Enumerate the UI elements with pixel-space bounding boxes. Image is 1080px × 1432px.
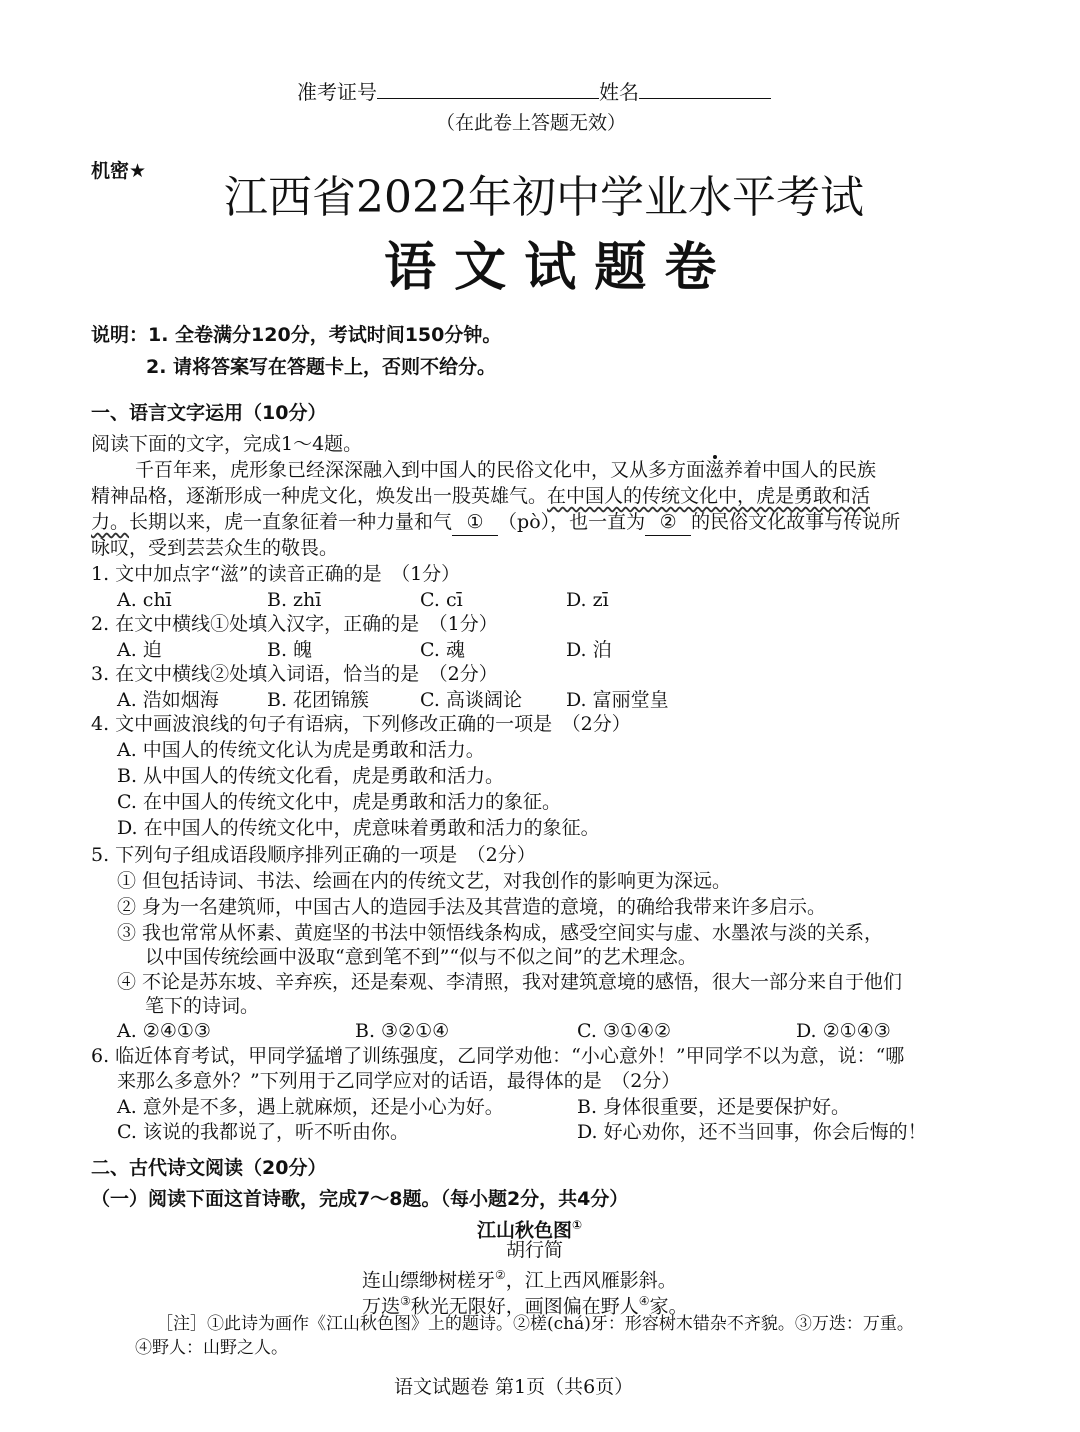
poem-line-1a: 连山缥缈树槎牙 (362, 1269, 496, 1292)
q5-sentence-4a: ④ 不论是苏东坡、辛弃疾，还是秦观、李清照，我对建筑意境的感悟，很大一部分来自于他们 (117, 971, 903, 993)
name-label: 姓名 (599, 80, 639, 104)
page-footer: 语文试题卷 第1页（共6页） (394, 1376, 634, 1398)
q5-option-a[interactable]: A. ②④①③ (117, 1020, 211, 1042)
q5-option-d[interactable]: D. ②①④③ (796, 1020, 891, 1042)
poem-title-note: ① (572, 1218, 583, 1232)
q1-option-b[interactable]: B. zhī (267, 589, 322, 611)
question-5-stem: 5. 下列句子组成语段顺序排列正确的一项是 （2分） (91, 844, 536, 866)
exam-number-label: 准考证号 (297, 80, 377, 104)
poem-author: 胡行简 (506, 1239, 564, 1261)
paper-subtitle: 语 文 试 题 卷 (384, 238, 717, 298)
q4-option-c[interactable]: C. 在中国人的传统文化中，虎是勇敢和活力的象征。 (117, 791, 561, 813)
wavy-sentence: 在中国人的传统文化中，虎是勇敢和活 (547, 485, 871, 507)
q3-option-b[interactable]: B. 花团锦簇 (267, 689, 370, 711)
passage-line-1-end: 养着中国人的民族 (724, 459, 877, 481)
passage-line-4: 咏叹，受到芸芸众生的敬畏。 (91, 537, 339, 559)
q5-sentence-3b: 以中国传统绘画中汲取“意到笔不到”“似与不似之间”的艺术理念。 (145, 946, 697, 968)
poem-line-1-note: ② (495, 1268, 506, 1282)
q6-option-b[interactable]: B. 身体很重要，还是要保护好。 (577, 1096, 851, 1118)
q5-sentence-1: ① 但包括诗词、书法、绘画在内的传统文艺，对我创作的影响更为深远。 (117, 870, 732, 892)
exam-number-blank[interactable] (377, 78, 599, 99)
q5-option-c[interactable]: C. ③①④② (577, 1020, 672, 1042)
poem-line-1b: ，江上西风雁影斜。 (505, 1269, 677, 1292)
poem-line-2-note-1: ③ (400, 1294, 411, 1308)
exam-title: 江西省2022年初中学业水平考试 (224, 172, 864, 223)
exam-number-field[interactable] (297, 78, 771, 105)
instruction-line-2: 2. 请将答案写在答题卡上，否则不给分。 (146, 356, 497, 378)
poem-line-2b: 秋光无限好，画图偏在野人 (410, 1295, 639, 1318)
name-blank[interactable] (639, 78, 771, 99)
secret-mark: 机密★ (91, 160, 147, 182)
q5-option-b[interactable]: B. ③②①④ (355, 1020, 450, 1042)
poem-title: 江山秋色图 (477, 1219, 573, 1242)
q4-option-a[interactable]: A. 中国人的传统文化认为虎是勇敢和活力。 (117, 739, 485, 761)
question-1-stem: 1. 文中加点字“滋”的读音正确的是 （1分） (91, 563, 461, 585)
instruction-line-1: 说明：1. 全卷满分120分，考试时间150分钟。 (91, 324, 502, 346)
wavy-sentence-end: 力。 (91, 511, 130, 533)
poem-notes-a: ［注］①此诗为画作《江山秋色图》上的题诗。②槎(chá)牙：形容树木错杂不齐貌。③万迭：万重。 (156, 1314, 914, 1334)
passage-line-1: 千百年来，虎形象已经深深融入到中国人的民俗文化中，又从多方面 (135, 459, 706, 481)
passage-line-3a: 长期以来，虎一直象征着一种力量和气 (129, 511, 453, 533)
q5-sentence-2: ② 身为一名建筑师，中国古人的造园手法及其营造的意境，的确给我带来许多启示。 (117, 896, 827, 918)
q1-option-a[interactable]: A. chī (117, 589, 172, 611)
poem-line-2a: 万迭 (362, 1295, 401, 1318)
section-2-part-1: （一）阅读下面这首诗歌，完成7～8题。（每小题2分，共4分） (91, 1188, 629, 1210)
q3-option-a[interactable]: A. 浩如烟海 (117, 689, 219, 711)
dotted-char: 滋 (705, 459, 725, 481)
blank-1: ① (452, 510, 498, 536)
section-1-intro: 阅读下面的文字，完成1～4题。 (91, 433, 363, 455)
q2-option-d[interactable]: D. 泊 (566, 639, 612, 661)
poem-notes-b: ④野人：山野之人。 (135, 1338, 288, 1358)
section-2-title: 二、古代诗文阅读（20分） (91, 1157, 327, 1179)
q5-sentence-4b: 笔下的诗词。 (145, 995, 260, 1017)
passage-line-2: 精神品格，逐渐形成一种虎文化，焕发出一股英雄气。 (91, 485, 548, 507)
blank-2: ② (645, 510, 691, 536)
q6-option-a[interactable]: A. 意外是不多，遇上就麻烦，还是小心为好。 (117, 1096, 504, 1118)
poem-line-2-note-2: ④ (638, 1294, 650, 1308)
q4-option-b[interactable]: B. 从中国人的传统文化看，虎是勇敢和活力。 (117, 765, 505, 787)
question-6-stem-b: 来那么多意外？”下列用于乙同学应对的话语，最得体的是 （2分） (117, 1070, 681, 1092)
q2-option-c[interactable]: C. 魂 (420, 639, 465, 661)
poem-line-2c: 家。 (649, 1295, 688, 1318)
q6-option-d[interactable]: D. 好心劝你，还不当回事，你会后悔的！ (577, 1121, 927, 1143)
section-1-title: 一、语言文字运用（10分） (91, 402, 327, 424)
q1-option-c[interactable]: C. cī (420, 589, 463, 611)
q3-option-c[interactable]: C. 高谈阔论 (420, 689, 522, 711)
question-4-stem: 4. 文中画波浪线的句子有语病，下列修改正确的一项是 （2分） (91, 713, 631, 735)
passage-line-3b: （pò），也一直为 (498, 511, 646, 533)
invalid-note: （在此卷上答题无效） (436, 112, 627, 134)
passage-line-3c: 的民俗文化故事与传说所 (691, 511, 901, 533)
q3-option-d[interactable]: D. 富丽堂皇 (566, 689, 669, 711)
q4-option-d[interactable]: D. 在中国人的传统文化中，虎意味着勇敢和活力的象征。 (117, 817, 600, 839)
question-3-stem: 3. 在文中横线②处填入词语，恰当的是 （2分） (91, 663, 498, 685)
question-6-stem-a: 6. 临近体育考试，甲同学猛增了训练强度，乙同学劝他：“小心意外！”甲同学不以为意，说：“哪 (91, 1045, 905, 1067)
q5-sentence-3a: ③ 我也常常从怀素、黄庭坚的书法中领悟线条构成，感受空间实与虚、水墨浓与淡的关系， (117, 922, 884, 944)
q2-option-a[interactable]: A. 迫 (117, 639, 162, 661)
q2-option-b[interactable]: B. 魄 (267, 639, 313, 661)
q1-option-d[interactable]: D. zī (566, 589, 609, 611)
q6-option-c[interactable]: C. 该说的我都说了，听不听由你。 (117, 1121, 409, 1143)
question-2-stem: 2. 在文中横线①处填入汉字，正确的是 （1分） (91, 613, 498, 635)
